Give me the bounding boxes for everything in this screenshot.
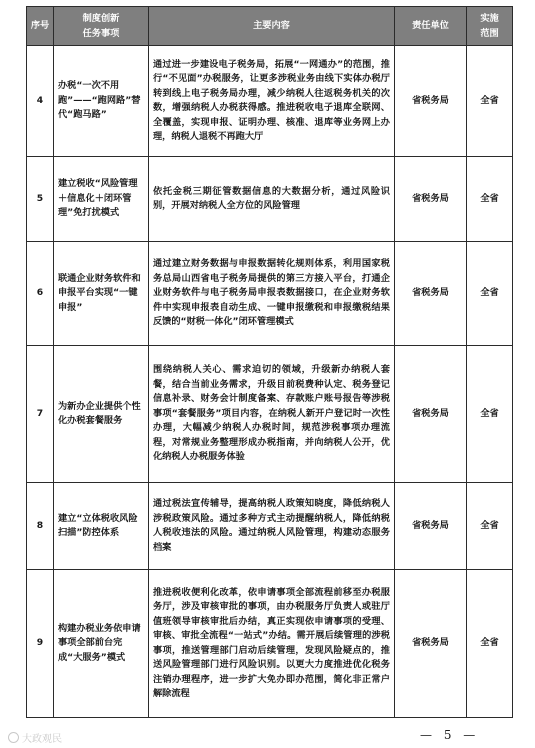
- table-row: [27, 46, 513, 157]
- row-task: 联通企业财务软件和申报平台实现“一键申报”: [54, 242, 149, 346]
- table-row: [27, 483, 513, 570]
- row-content: 推进税收便利化改革，依申请事项全部流程前移至办税服务厅，涉及审核审批的事项，由办税服务厅负责人或驻厅值班领导审核审批后办结，真正实现依申请事项的受理、审核、审批全流程“一站式”办结。需开展后续管理的涉税事项，推送管理部门启动后续管理，发现风险疑点的，推送风险管理部门进行风险识别。以更大力度推进优化税务注销办理程序，进一步扩大免办即办范围，简化非正常户解除流程: [149, 570, 395, 718]
- row-unit: 省税务局: [395, 570, 467, 718]
- table-row: [27, 242, 513, 346]
- row-unit: 省税务局: [395, 46, 467, 157]
- header-scope-line2: 范围: [480, 28, 499, 39]
- row-unit: 省税务局: [395, 346, 467, 483]
- watermark: [8, 730, 62, 745]
- watermark-logo-icon: [8, 732, 19, 743]
- table-row: [27, 570, 513, 718]
- page-number: — 5 —: [420, 728, 480, 742]
- header-scope: [467, 7, 513, 46]
- row-unit: 省税务局: [395, 483, 467, 570]
- row-number: 7: [27, 346, 54, 483]
- row-task: 建立税收“风险管理＋信息化＋闭环管理”免打扰模式: [54, 157, 149, 242]
- row-scope: 全省: [467, 483, 513, 570]
- header-task-line2: 任务事项: [82, 28, 120, 39]
- header-no: 序号: [27, 7, 54, 46]
- row-number: 9: [27, 570, 54, 718]
- table-row: [27, 346, 513, 483]
- row-content: 通过进一步建设电子税务局，拓展“一网通办”的范围，推行“不见面”办税服务，让更多涉税业务由线下实体办税厅转到线上电子税务局办理，减少纳税人往返税务机关的次数，增强纳税人办税获得感。推进税收电子退库全联网、全覆盖，实现申报、证明办理、核准、退库等业务网上办理，纳税人退税不再跑大厅: [149, 46, 395, 157]
- table-header-row: [27, 7, 513, 46]
- row-scope: 全省: [467, 570, 513, 718]
- row-scope: 全省: [467, 46, 513, 157]
- row-content: 通过建立财务数据与申报数据转化规则体系，利用国家税务总局山西省电子税务局提供的第三方接入平台，打通企业财务软件与电子税务局申报表数据接口，在企业财务软件中实现申报表自动生成、一键申报缴税和申报缴税结果反馈的“财税一体化”闭环管理模式: [149, 242, 395, 346]
- row-scope: 全省: [467, 242, 513, 346]
- row-content: 通过税法宣传辅导，提高纳税人政策知晓度，降低纳税人涉税政策风险。通过多种方式主动提醒纳税人，降低纳税人税收违法的风险。通过纳税人风险管理，构建动态服务档案: [149, 483, 395, 570]
- innovation-task-table: [26, 6, 513, 718]
- row-number: 4: [27, 46, 54, 157]
- header-task: [54, 7, 149, 46]
- row-number: 8: [27, 483, 54, 570]
- row-task: 办税“一次不用跑”——“跑网路”替代“跑马路”: [54, 46, 149, 157]
- header-unit: 责任单位: [395, 7, 467, 46]
- row-task: 建立“立体税收风险扫描”防控体系: [54, 483, 149, 570]
- row-content: 依托金税三期征管数据信息的大数据分析，通过风险识别，开展对纳税人全方位的风险管理: [149, 157, 395, 242]
- row-unit: 省税务局: [395, 157, 467, 242]
- watermark-text: 大政观民: [22, 734, 62, 745]
- row-scope: 全省: [467, 157, 513, 242]
- header-task-line1: 制度创新: [82, 13, 120, 24]
- row-task: 构建办税业务依申请事项全部前台完成“大服务”模式: [54, 570, 149, 718]
- row-task: 为新办企业提供个性化办税套餐服务: [54, 346, 149, 483]
- row-scope: 全省: [467, 346, 513, 483]
- row-unit: 省税务局: [395, 242, 467, 346]
- row-number: 5: [27, 157, 54, 242]
- table-row: [27, 157, 513, 242]
- header-content: 主要内容: [149, 7, 395, 46]
- header-scope-line1: 实施: [480, 13, 499, 24]
- row-content: 围绕纳税人关心、需求迫切的领域，升级新办纳税人套餐，结合当前业务需求，升级目前税费种认定、税务登记信息补录、财务会计制度备案、存款账户账号报告等涉税事项“套餐服务”项目内容，在纳税人新开户登记时一次性办理，大幅减少纳税人办税时间，规范涉税事项办理流程，对常规业务整理形成办税指南，并向纳税人公开，优化纳税人办税服务体验: [149, 346, 395, 483]
- row-number: 6: [27, 242, 54, 346]
